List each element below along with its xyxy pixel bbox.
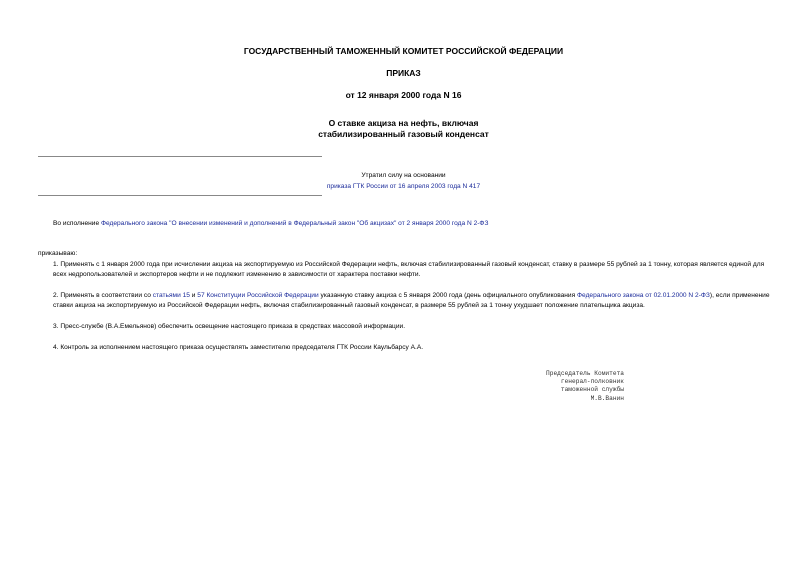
signature-block — [520, 370, 624, 403]
doc-title — [0, 118, 807, 140]
signature-line2: генерал-полковник — [560, 378, 624, 386]
doc-title-line2: стабилизированный газовый конденсат — [318, 129, 489, 139]
paragraph-4-text: 4. Контроль за исполнением настоящего приказа осуществлять заместителю председателя ГТК России Каульбарсу А.А. — [53, 344, 424, 351]
agency-title: ГОСУДАРСТВЕННЫЙ ТАМОЖЕННЫЙ КОМИТЕТ РОССИЙСКОЙ ФЕДЕРАЦИИ — [243, 46, 564, 56]
signature-line4: М.В.Ванин — [590, 394, 624, 402]
doc-title-line1: О ставке акциза на нефть, включая — [328, 118, 479, 128]
preamble — [38, 219, 770, 229]
status-note — [0, 170, 807, 192]
preamble-law-link[interactable]: Федерального закона "О внесении изменений и дополнений в Федеральный закон "Об акцизах" от 2 января 2000 года N 2-ФЗ — [100, 220, 489, 227]
p2-text-b: и — [189, 292, 198, 299]
doc-type: ПРИКАЗ — [386, 68, 421, 78]
order-word: приказываю: — [38, 250, 78, 257]
p2-link-article15[interactable]: статьями 15 — [152, 292, 190, 299]
p2-text-c: указанную ставку акциза с 5 января 2000 года (день официального опубликования — [318, 292, 578, 299]
p2-text-d: ), если применение ставки акциза на экспортируемую из Российской Федерации нефть, включая стабилизированный газовый конденсат, в размере 55 рублей за 1 тонну ухудшает положение плательщика акциза. — [53, 292, 770, 309]
doc-date-number: от 12 января 2000 года N 16 — [345, 90, 462, 100]
status-note-text: Утратил силу на основании — [361, 172, 446, 179]
paragraph-4 — [38, 343, 770, 353]
preamble-prefix: Во исполнение — [53, 220, 101, 227]
p2-link-article57[interactable]: 57 Конституции Российской Федерации — [197, 292, 319, 299]
signature-line3: таможенной службы — [560, 386, 624, 394]
paragraph-1 — [38, 260, 770, 280]
divider-top — [38, 156, 322, 157]
divider-bottom — [38, 195, 322, 196]
signature-line1: Председатель Комитета — [546, 370, 624, 377]
p2-text-a: 2. Применять в соответствии со — [53, 292, 153, 299]
p2-link-federal-law[interactable]: Федерального закона от 02.01.2000 N 2-ФЗ — [577, 292, 710, 299]
paragraph-3 — [38, 322, 770, 332]
paragraph-2 — [38, 291, 770, 311]
status-note-link[interactable]: приказа ГТК России от 16 апреля 2003 года N 417 — [326, 183, 481, 190]
paragraph-1-text: 1. Применять с 1 января 2000 года при исчислении акциза на экспортируемую из Российской Федерации нефть, включая стабилизированный газовый конденсат, ставку в размере 55 рублей за 1 тонну, которая является единой для всех недропользователей и экспортеров нефти и не подлежит изменению в зависимости от характера поставки нефти. — [53, 261, 765, 278]
paragraph-3-text: 3. Пресс-службе (В.А.Емельянов) обеспечить освещение настоящего приказа в средствах массовой информации. — [53, 323, 406, 330]
